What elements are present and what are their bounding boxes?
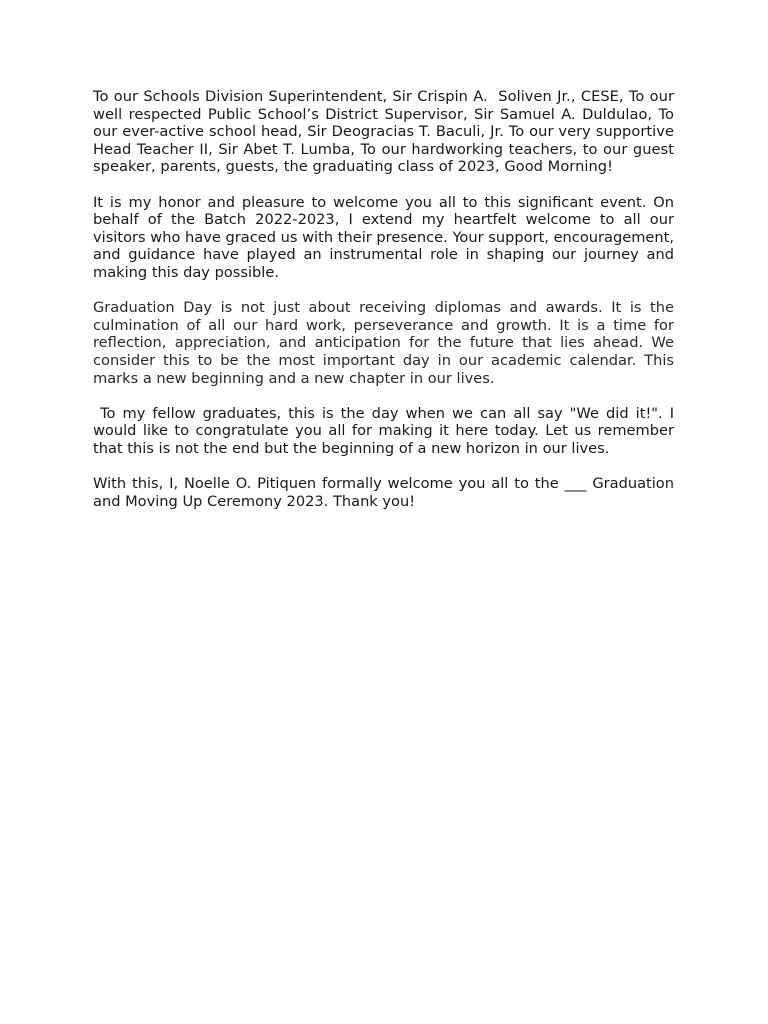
paragraph-fellow-graduates: To my fellow graduates, this is the day when we can all say "We did it!". I would like to congratulate you all for making it here today. Let us remember that this is not the end but the beginning of a new horizon in our lives. <box>93 404 679 457</box>
paragraph-closing: With this, I, Noelle O. Pitiquen formally welcome you all to the ___ Graduation and Moving Up Ceremony 2023. Thank you! <box>93 475 679 510</box>
document-body <box>93 88 679 528</box>
paragraph-graduation-day: Graduation Day is not just about receiving diplomas and awards. It is the culmination of all our hard work, perseverance and growth. It is a time for reflection, appreciation, and anticipation for the future that lies ahead. We consider this to be the most important day in our academic calendar. This marks a new beginning and a new chapter in our lives. <box>93 299 679 387</box>
paragraph-welcome: It is my honor and pleasure to welcome you all to this significant event. On behalf of the Batch 2022-2023, I extend my heartfelt welcome to all our visitors who have graced us with their presence. Your support, encouragement, and guidance have played an instrumental role in shaping our journey and making this day possible. <box>93 193 679 281</box>
paragraph-greeting: To our Schools Division Superintendent, Sir Crispin A. Soliven Jr., CESE, To our well respected Public School’s District Supervisor, Sir Samuel A. Duldulao, To our ever-active school head, Sir Deogracias T. Baculi, Jr. To our very supportive Head Teacher II, Sir Abet T. Lumba, To our hardworking teachers, to our guest speaker, parents, guests, the graduating class of 2023, Good Morning! <box>93 88 679 176</box>
